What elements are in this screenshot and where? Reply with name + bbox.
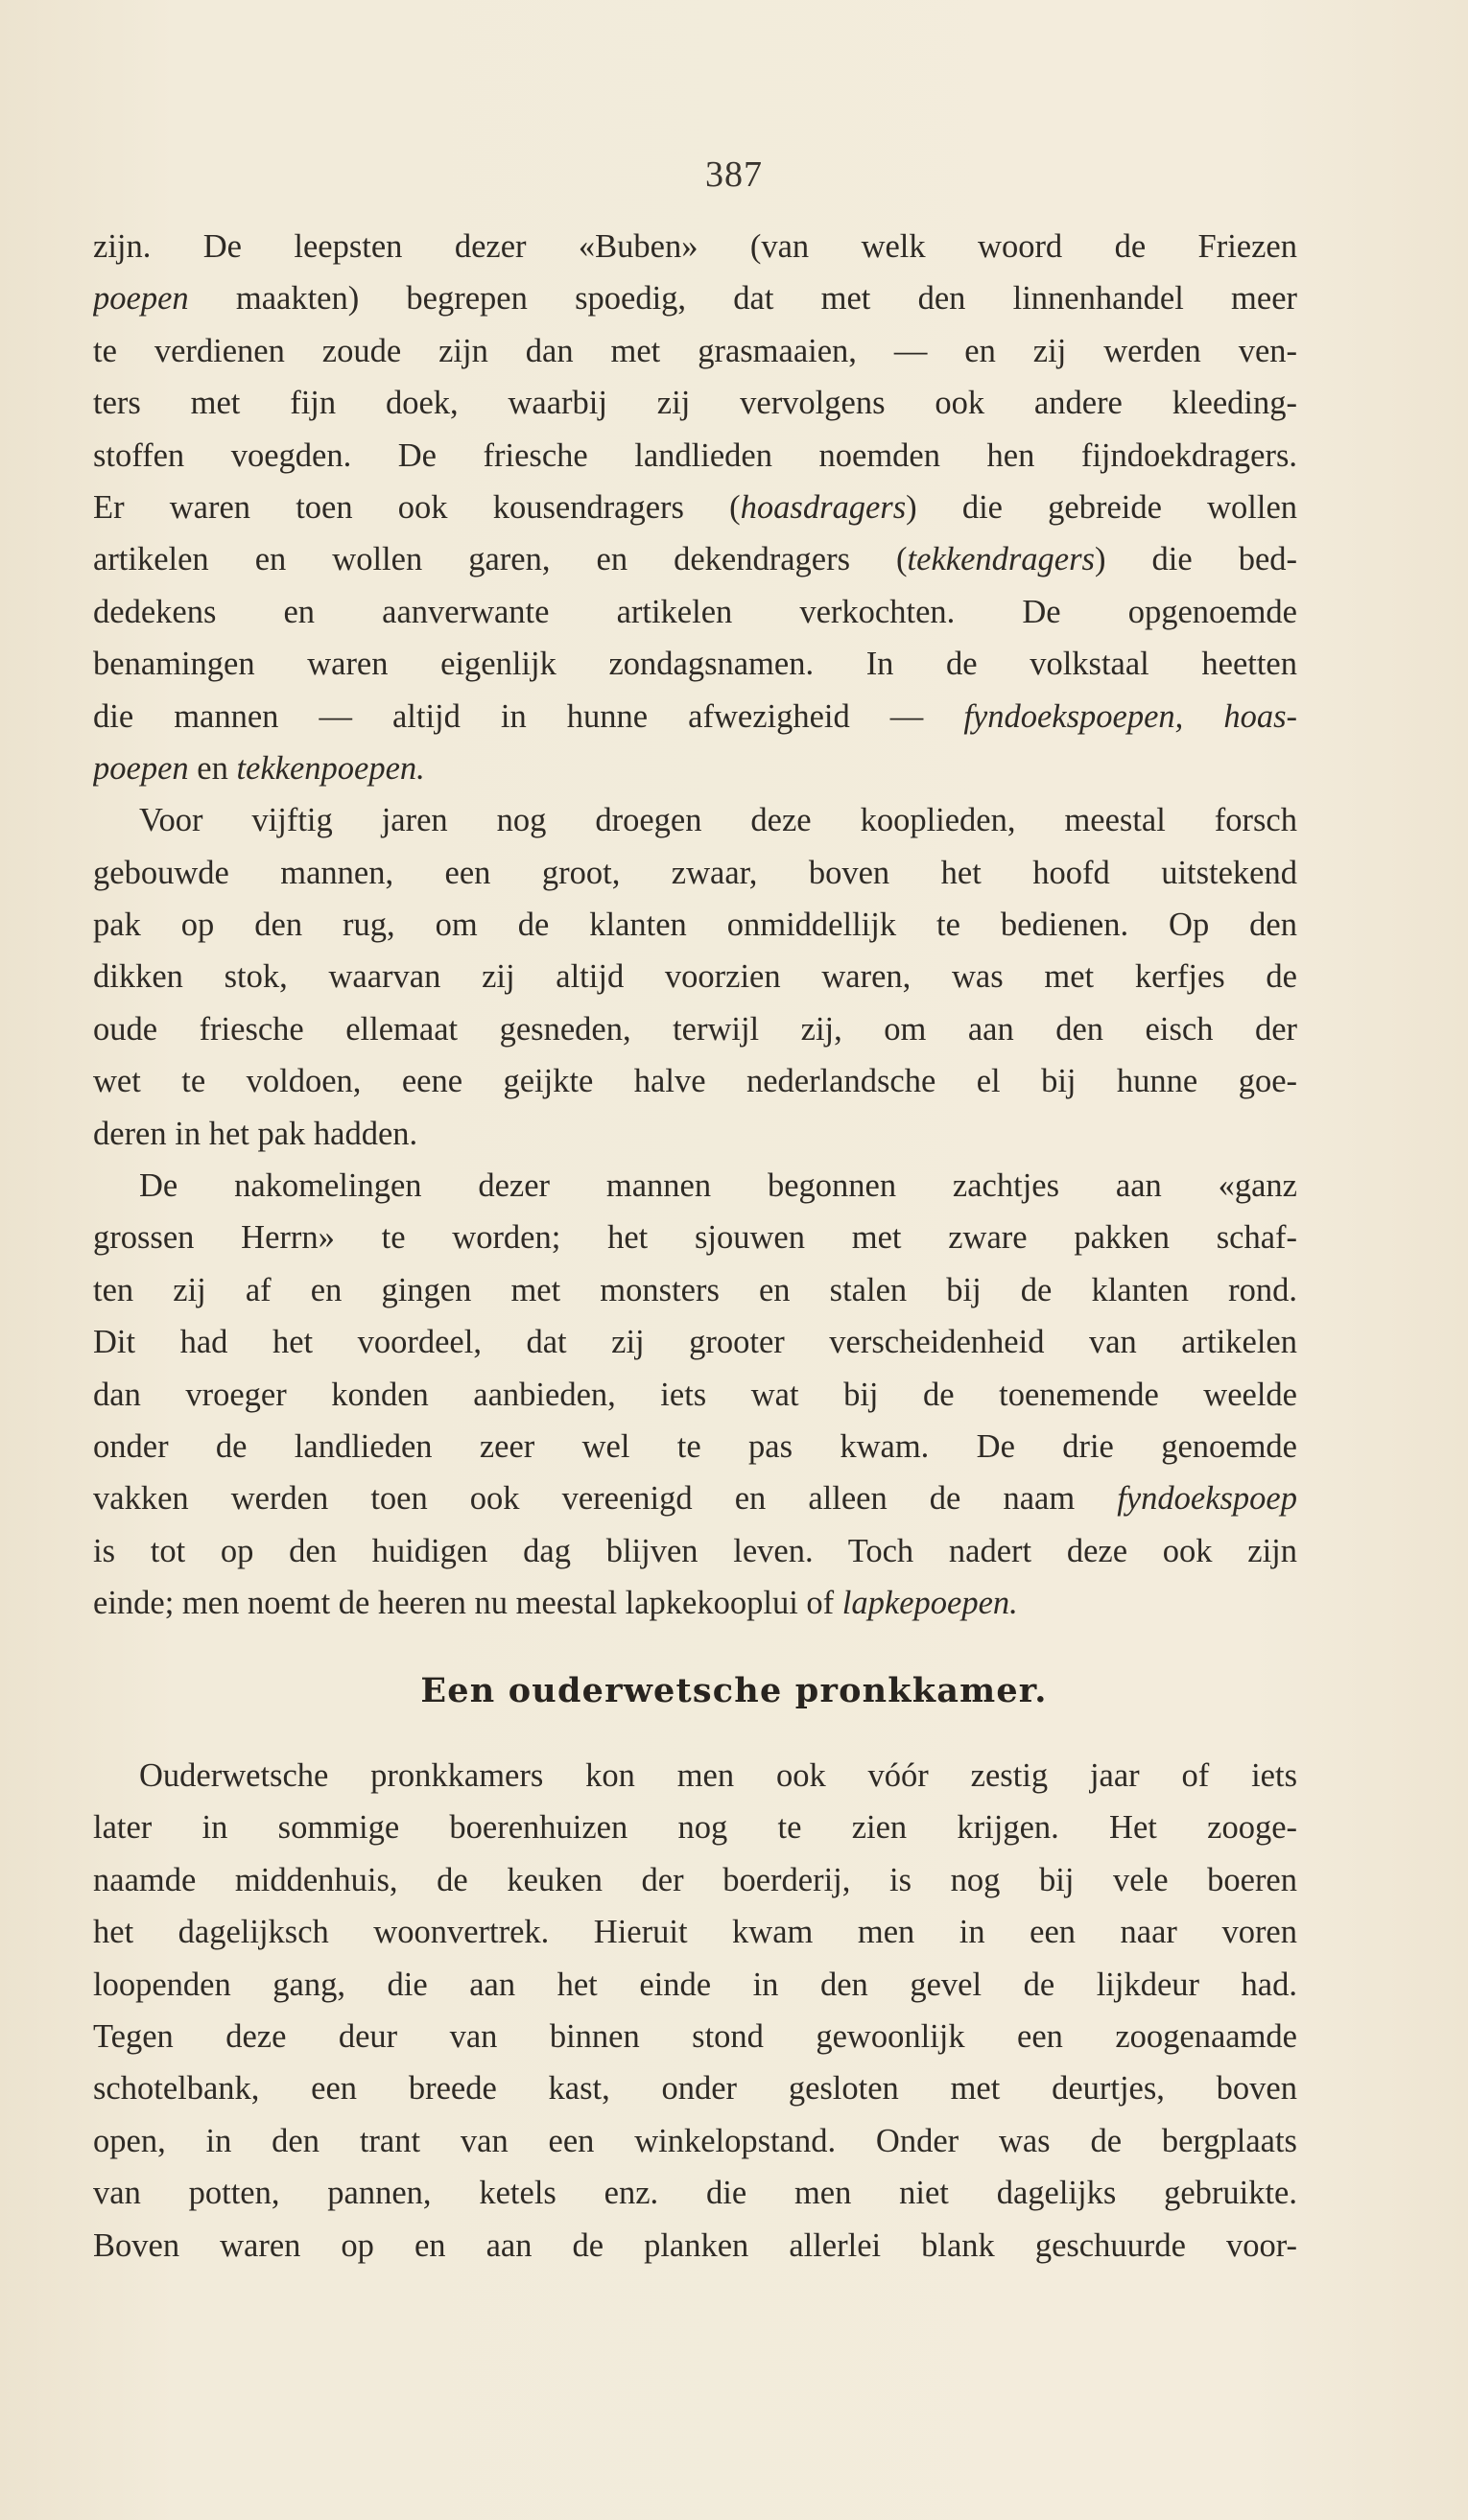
text-run: het dagelijksch woonvertrek. Hieruit kwam men in een naar voren — [93, 1914, 1297, 1951]
body-text-section-2 — [93, 1750, 1297, 2272]
text-run: en — [188, 749, 237, 787]
text-run: naamde middenhuis, de keuken der boerderij, is nog bij vele boeren — [93, 1861, 1297, 1898]
text-line — [93, 1003, 1297, 1055]
text-run: open, in den trant van een winkelopstand. Onder was de bergplaats — [93, 2122, 1297, 2159]
italic-term: fyndoekspoepen, hoas- — [963, 697, 1297, 735]
text-run: stoffen voegden. De friesche landlieden noemden hen fijndoekdragers. — [93, 436, 1297, 474]
text-run: deren in het pak hadden. — [93, 1115, 418, 1152]
italic-term: tekkendragers — [907, 541, 1095, 578]
text-line — [93, 2115, 1297, 2167]
text-run: loopenden gang, die aan het einde in den gevel de lijkdeur had. — [93, 1966, 1297, 2003]
text-run: gebouwde mannen, een groot, zwaar, boven het hoofd uitstekend — [93, 854, 1297, 891]
text-line — [93, 1577, 1297, 1629]
text-line — [93, 742, 1297, 794]
text-run: vakken werden toen ook vereenigd en alleen de naam — [93, 1480, 1118, 1518]
text-run: dedekens en aanverwante artikelen verkochten. De opgenoemde — [93, 593, 1297, 630]
italic-term: poepen — [93, 749, 189, 787]
text-line — [93, 482, 1297, 533]
italic-term: hoasdragers — [740, 488, 907, 526]
italic-term: lapkepoepen. — [841, 1585, 1018, 1622]
text-line — [93, 1906, 1297, 1958]
text-run: zijn. De leepsten dezer «Buben» (van welk woord de Friezen — [93, 228, 1297, 265]
text-line — [93, 1264, 1297, 1316]
italic-term: fyndoekspoep — [1117, 1480, 1297, 1518]
text-run: ) die gebreide wollen — [906, 488, 1297, 526]
text-run: te verdienen zoude zijn dan met grasmaaien, — en zij werden ven- — [93, 332, 1297, 369]
text-line — [93, 1802, 1297, 1853]
text-line — [93, 377, 1297, 429]
text-line — [93, 638, 1297, 690]
text-line — [93, 1472, 1297, 1524]
text-run: wet te voldoen, eene geijkte halve nederlandsche el bij hunne goe- — [93, 1063, 1297, 1100]
body-text-section-1 — [93, 221, 1297, 1630]
text-run: Voor vijftig jaren nog droegen deze kooplieden, meestal forsch — [139, 802, 1297, 839]
text-run: Er waren toen ook kousendragers ( — [93, 488, 741, 526]
text-line — [93, 2062, 1297, 2114]
text-line — [93, 951, 1297, 1002]
text-line — [93, 1750, 1297, 1802]
text-line — [93, 847, 1297, 899]
text-line — [93, 1525, 1297, 1577]
text-run: maakten) begrepen spoedig, dat met den linnenhandel meer — [188, 280, 1297, 318]
text-run: dan vroeger konden aanbieden, iets wat bij de toenemende weelde — [93, 1376, 1297, 1413]
text-run: einde; men noemt de heeren nu meestal lapkekooplui of — [93, 1585, 842, 1622]
italic-term: poepen — [93, 280, 189, 318]
text-run: Ouderwetsche pronkkamers kon men ook vóór zestig jaar of iets — [139, 1757, 1297, 1794]
text-line — [93, 691, 1297, 742]
text-run: dikken stok, waarvan zij altijd voorzien waren, was met kerfjes de — [93, 958, 1297, 996]
text-line — [93, 1212, 1297, 1263]
text-line — [93, 1055, 1297, 1107]
text-line — [93, 1108, 1297, 1160]
text-run: oude friesche ellemaat gesneden, terwijl zij, om aan den eisch der — [93, 1010, 1297, 1048]
text-line — [93, 1369, 1297, 1421]
text-run: ten zij af en gingen met monsters en stalen bij de klanten rond. — [93, 1271, 1297, 1308]
page-number: 387 — [705, 154, 763, 195]
text-run: is tot op den huidigen dag blijven leven. Toch nadert deze ook zijn — [93, 1532, 1297, 1569]
text-line — [93, 586, 1297, 638]
text-line — [93, 2011, 1297, 2062]
text-run: Tegen deze deur van binnen stond gewoonlijk een zoogenaamde — [93, 2017, 1297, 2055]
text-line — [93, 221, 1297, 272]
italic-term: tekkenpoepen. — [236, 749, 425, 787]
text-run: artikelen en wollen garen, en dekendragers ( — [93, 541, 908, 578]
text-line — [93, 325, 1297, 377]
text-line — [93, 430, 1297, 482]
text-line — [93, 272, 1297, 324]
text-line — [93, 1421, 1297, 1472]
text-line — [93, 899, 1297, 951]
text-run: De nakomelingen dezer mannen begonnen zachtjes aan «ganz — [139, 1167, 1297, 1205]
text-run: schotelbank, een breede kast, onder gesloten met deurtjes, boven — [93, 2070, 1297, 2108]
text-run: pak op den rug, om de klanten onmiddellijk te bedienen. Op den — [93, 907, 1297, 944]
text-line — [93, 533, 1297, 585]
text-run: die mannen — altijd in hunne afwezigheid — — [93, 697, 964, 735]
text-line — [93, 1160, 1297, 1212]
text-line — [93, 2167, 1297, 2219]
text-line — [93, 794, 1297, 846]
text-run: later in sommige boerenhuizen nog te zien krijgen. Het zooge- — [93, 1809, 1297, 1847]
text-run: Dit had het voordeel, dat zij grooter verscheidenheid van artikelen — [93, 1324, 1297, 1361]
text-line — [93, 1316, 1297, 1368]
text-run: benamingen waren eigenlijk zondagsnamen. In de volkstaal heetten — [93, 646, 1297, 683]
text-line — [93, 1854, 1297, 1906]
text-run: van potten, pannen, ketels enz. die men niet dagelijks gebruikte. — [93, 2175, 1297, 2212]
text-run: onder de landlieden zeer wel te pas kwam. De drie genoemde — [93, 1427, 1297, 1465]
text-run: grossen Herrn» te worden; het sjouwen met zware pakken schaf- — [93, 1219, 1297, 1257]
text-line — [93, 1959, 1297, 2011]
text-run: ) die bed- — [1094, 541, 1297, 578]
text-run: ters met fijn doek, waarbij zij vervolgens ook andere kleeding- — [93, 385, 1297, 422]
text-run: Boven waren op en aan de planken allerlei blank geschuurde voor- — [93, 2226, 1297, 2264]
section-heading: Een ouderwetsche pronkkamer. — [420, 1671, 1048, 1710]
text-line — [93, 2220, 1297, 2272]
